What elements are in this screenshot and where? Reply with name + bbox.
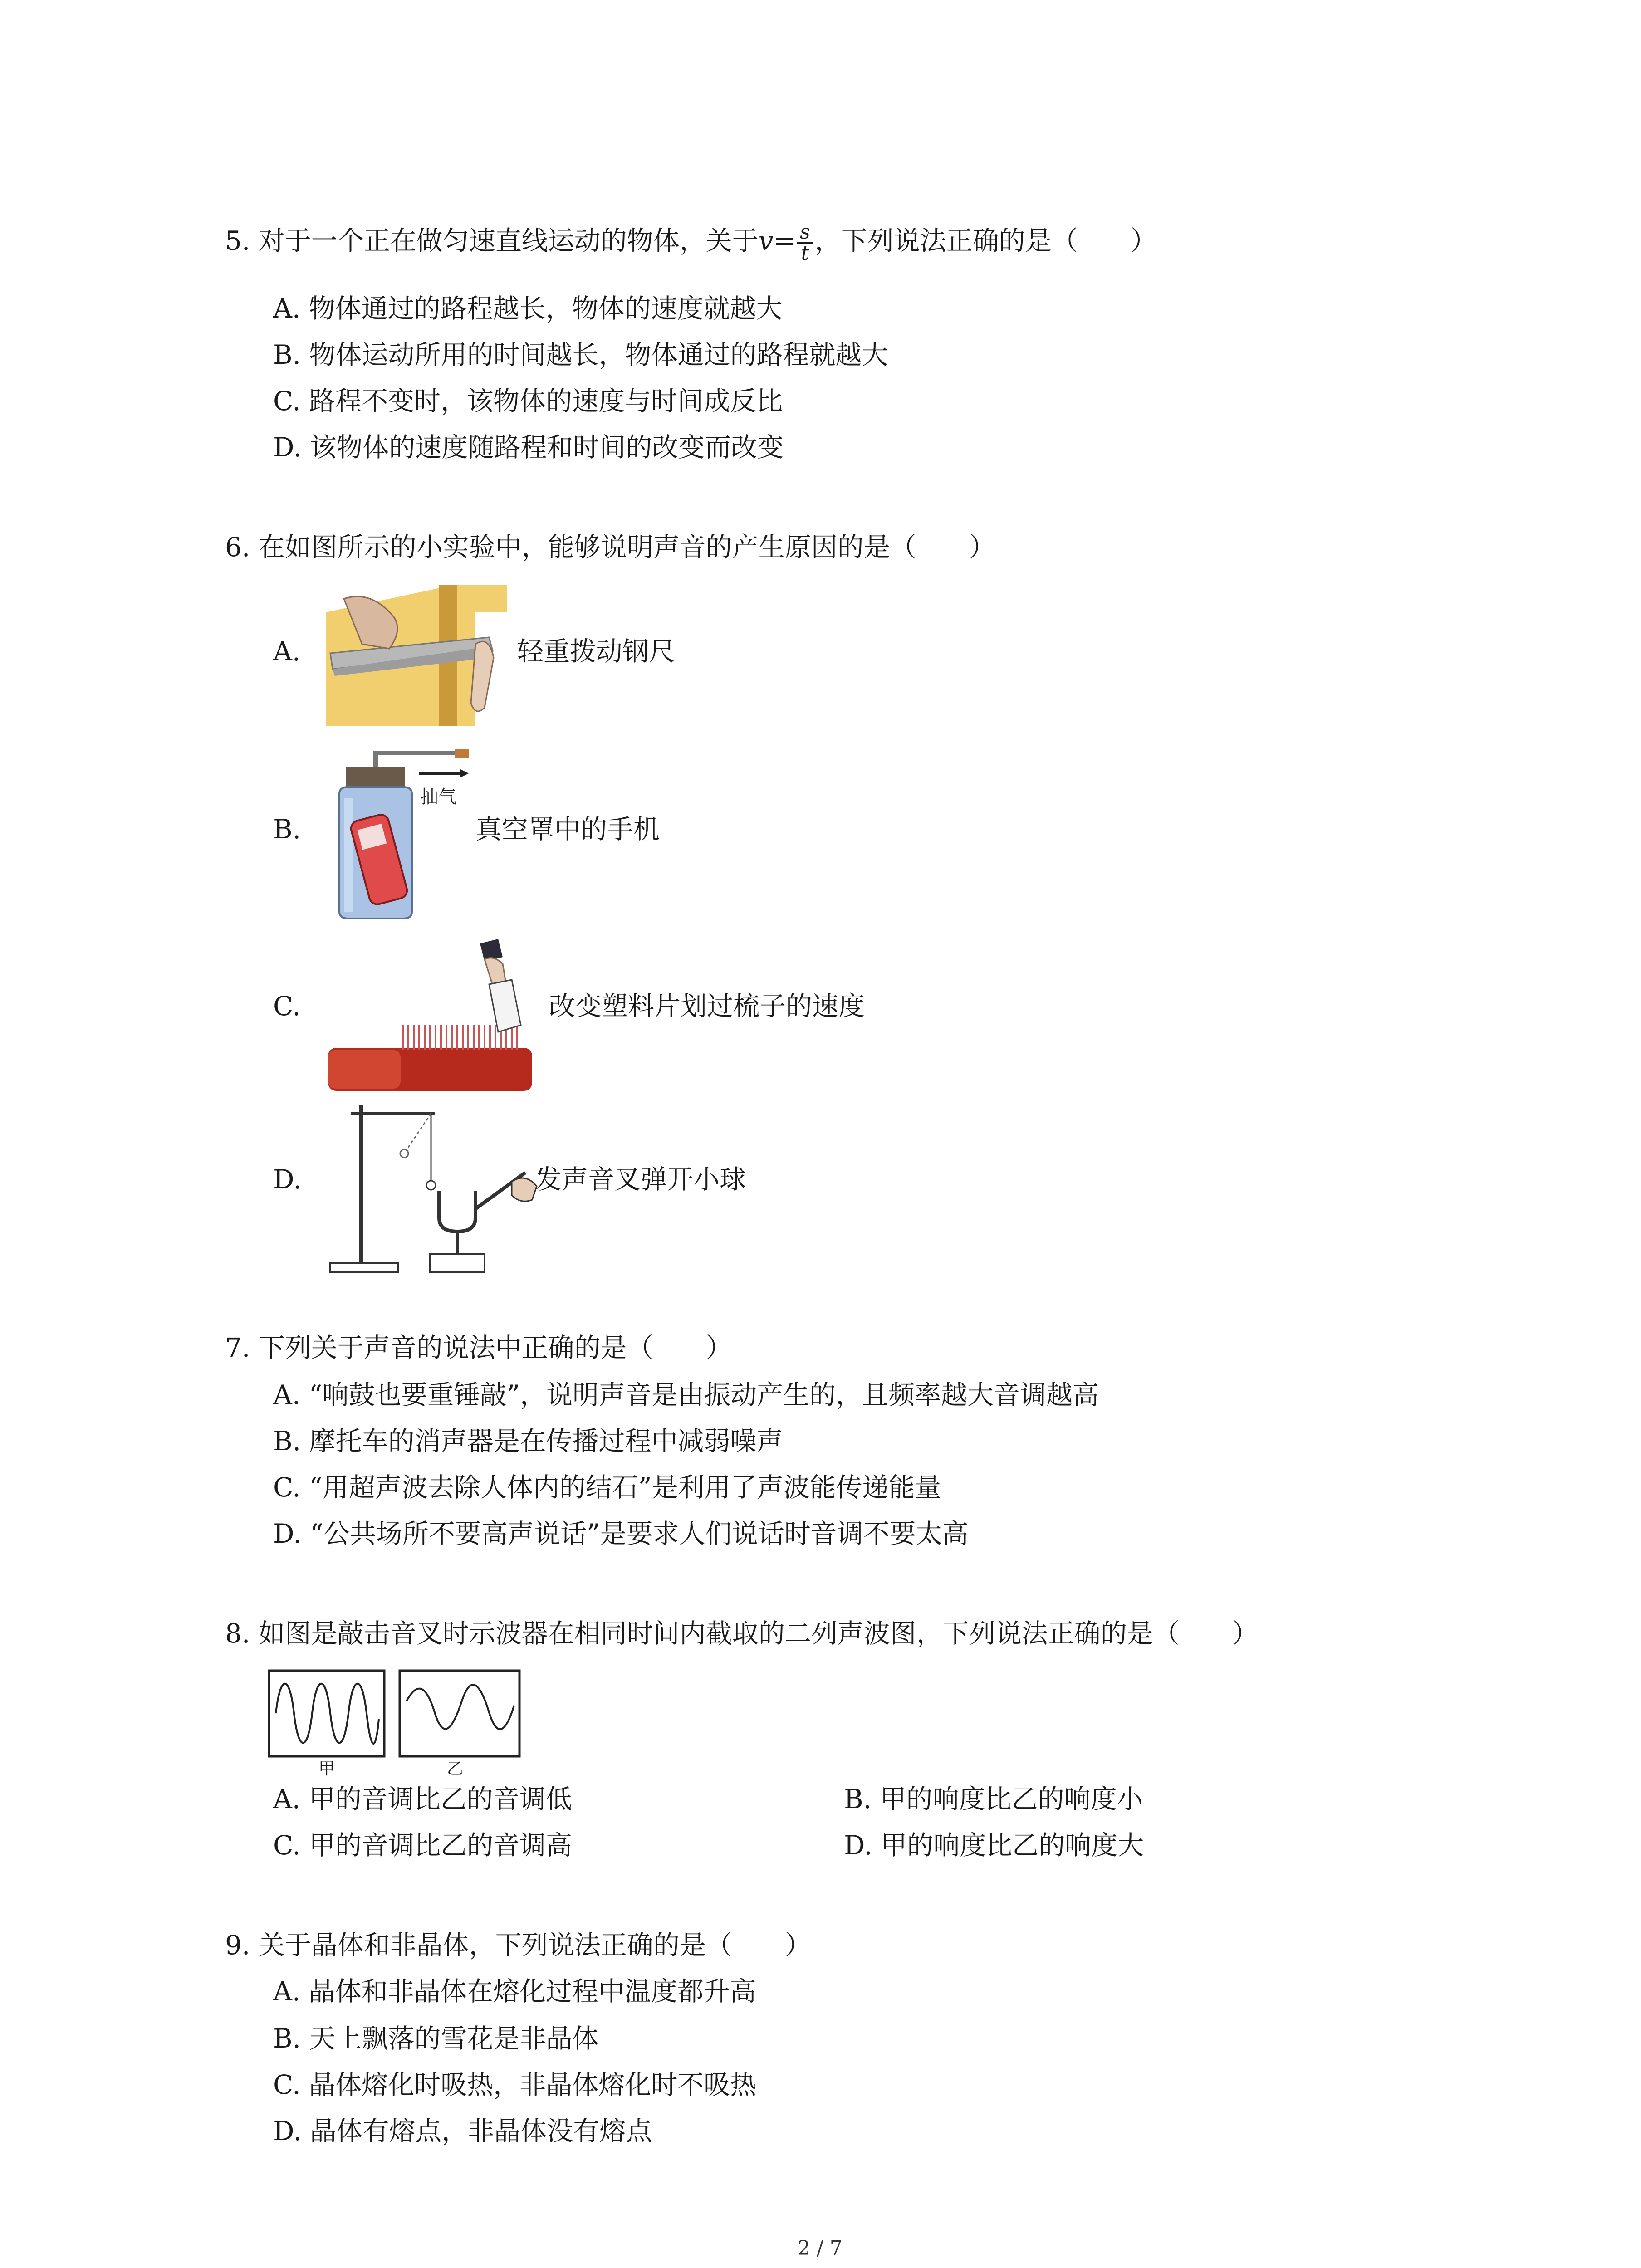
air-pump-label: 抽气 — [420, 787, 456, 807]
q9-option-b[interactable]: B. 天上飘落的雪花是非晶体 — [273, 2023, 599, 2054]
q6-option-c-letter[interactable]: C. — [273, 991, 301, 1022]
q8-option-a[interactable]: A. 甲的音调比乙的音调低 — [273, 1784, 572, 1814]
q5-option-b[interactable]: B. 物体运动所用的时间越长，物体通过的路程就越大 — [273, 339, 888, 370]
q7-stem: 7. 下列关于声音的说法中正确的是（ ） — [225, 1332, 732, 1363]
q6-option-d-caption: 发声音叉弹开小球 — [535, 1164, 746, 1195]
waveform-jia-label: 甲 — [318, 1760, 335, 1778]
waveform-jia — [268, 1669, 386, 1758]
q5-formula-numerator: s — [797, 222, 813, 244]
q6-stem: 6. 在如图所示的小实验中，能够说明声音的产生原因的是（ ） — [225, 532, 995, 562]
q7-option-c[interactable]: C. “用超声波去除人体内的结石”是利用了声波能传递能量 — [273, 1472, 941, 1503]
waveform-yi-label: 乙 — [447, 1760, 464, 1778]
q5-stem-prefix: 5. 对于一个正在做匀速直线运动的物体，关于 — [225, 225, 759, 256]
q7-option-a[interactable]: A. “响鼓也要重锤敲”，说明声音是由振动产生的，且频率越大音调越高 — [273, 1379, 1099, 1410]
q6-option-b-caption: 真空罩中的手机 — [475, 814, 660, 845]
q8-option-b[interactable]: B. 甲的响度比乙的响度小 — [844, 1784, 1143, 1814]
q5-formula-fraction — [797, 222, 813, 264]
q6-option-d-letter[interactable]: D. — [273, 1164, 302, 1195]
q5-stem — [225, 222, 1157, 264]
q9-option-a[interactable]: A. 晶体和非晶体在熔化过程中温度都升高 — [273, 1976, 756, 2007]
q9-stem: 9. 关于晶体和非晶体，下列说法正确的是（ ） — [225, 1930, 811, 1960]
q7-option-d[interactable]: D. “公共场所不要高声说话”是要求人们说话时音调不要太高 — [273, 1518, 969, 1549]
page-number: 2 / 7 — [798, 2237, 843, 2260]
q9-option-d[interactable]: D. 晶体有熔点，非晶体没有熔点 — [273, 2116, 652, 2146]
vacuum-jar-figure — [326, 748, 480, 921]
q6-option-a-caption: 轻重拨动钢尺 — [517, 636, 676, 667]
tuning-fork-figure — [326, 1095, 544, 1277]
q5-option-c[interactable]: C. 路程不变时，该物体的速度与时间成反比 — [273, 386, 783, 416]
waveform-yi — [398, 1669, 521, 1758]
q8-option-c[interactable]: C. 甲的音调比乙的音调高 — [273, 1830, 573, 1861]
q8-stem: 8. 如图是敲击音叉时示波器在相同时间内截取的二列声波图，下列说法正确的是（ ） — [225, 1618, 1259, 1649]
q6-option-a-letter[interactable]: A. — [273, 636, 301, 667]
q5-option-d[interactable]: D. 该物体的速度随路程和时间的改变而改变 — [273, 432, 784, 463]
q6-option-c-caption: 改变塑料片划过梳子的速度 — [549, 991, 865, 1022]
q8-option-d[interactable]: D. 甲的响度比乙的响度大 — [844, 1830, 1144, 1861]
q5-formula-denominator: t — [801, 242, 809, 265]
q5-formula-var: v — [758, 225, 774, 256]
comb-experiment-figure — [326, 934, 534, 1098]
q5-option-a[interactable]: A. 物体通过的路程越长，物体的速度就越大 — [273, 293, 783, 324]
ruler-experiment-figure — [326, 585, 507, 726]
q5-formula-eq: = — [773, 225, 796, 256]
q5-stem-suffix: ，下列说法正确的是（ ） — [814, 225, 1157, 256]
q9-option-c[interactable]: C. 晶体熔化时吸热，非晶体熔化时不吸热 — [273, 2069, 757, 2100]
q7-option-b[interactable]: B. 摩托车的消声器是在传播过程中减弱噪声 — [273, 1426, 783, 1457]
q6-option-b-letter[interactable]: B. — [273, 814, 301, 845]
